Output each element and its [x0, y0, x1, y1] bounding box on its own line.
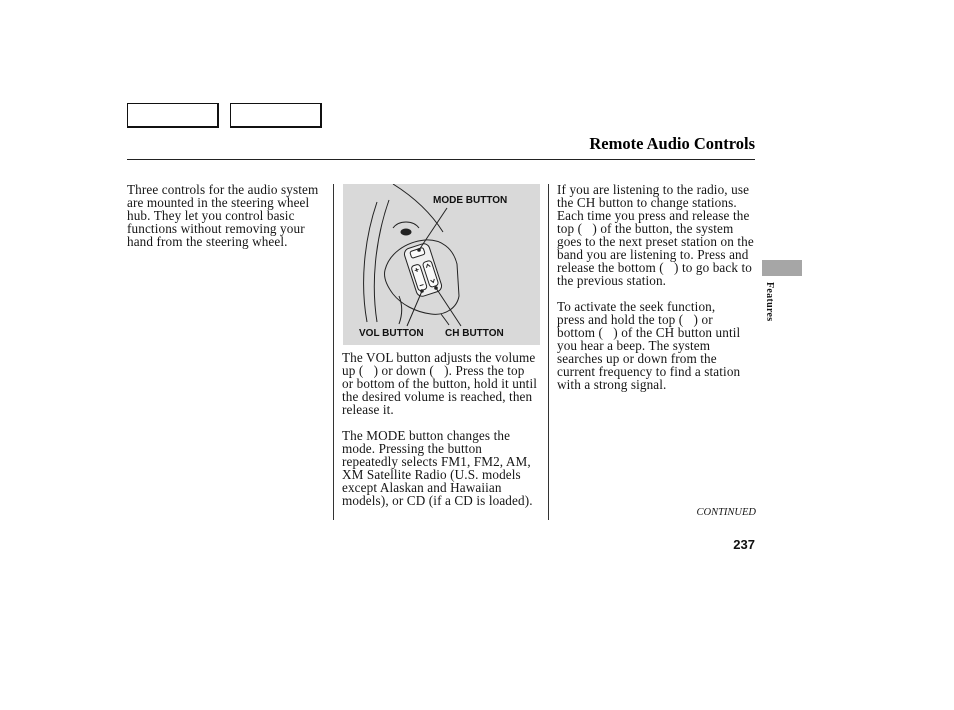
- text-line: To activate the seek function,: [557, 299, 716, 314]
- text-line: except Alaskan and Hawaiian: [342, 480, 502, 495]
- text-line: or bottom of the button, hold it until: [342, 376, 538, 391]
- text-line: are mounted in the steering wheel: [127, 195, 310, 210]
- text-line: hand from the steering wheel.: [127, 234, 288, 249]
- text-line: you hear a beep. The system: [557, 338, 711, 353]
- text-line: functions without removing your: [127, 221, 305, 236]
- text-line: the previous station.: [557, 273, 667, 288]
- section-tab-label: Features: [764, 282, 775, 322]
- page-number: 237: [733, 537, 755, 552]
- text-line: goes to the next preset station on the: [557, 234, 754, 249]
- text-line: XM Satellite Radio (U.S. models: [342, 467, 521, 482]
- nav-button-blank-2[interactable]: [230, 103, 322, 128]
- figure-panel: [343, 184, 540, 345]
- text-line: The MODE button changes the: [342, 428, 511, 443]
- leader-dot-ch: [435, 287, 438, 290]
- ch-button-label: CH BUTTON: [445, 328, 504, 339]
- wheel-rim-inner: [374, 200, 389, 322]
- nav-button-blank-1[interactable]: [127, 103, 219, 128]
- text-line: current frequency to find a station: [557, 364, 741, 379]
- text-line: hub. They let you control basic: [127, 208, 295, 223]
- continued-note: CONTINUED: [696, 507, 756, 518]
- text-line: top ( ) of the button, the system: [557, 221, 734, 236]
- page-title: Remote Audio Controls: [589, 134, 755, 153]
- text-line: the desired volume is reached, then: [342, 389, 533, 404]
- text-line: with a strong signal.: [557, 377, 667, 392]
- text-line: release it.: [342, 402, 394, 417]
- vol-button-label: VOL BUTTON: [359, 328, 424, 339]
- text-line: mode. Pressing the button: [342, 441, 482, 456]
- text-line: the CH button to change stations.: [557, 195, 737, 210]
- horn-icon: [401, 229, 411, 235]
- text-line: bottom ( ) of the CH button until: [557, 325, 741, 340]
- text-line: release the bottom ( ) to go back to: [557, 260, 752, 275]
- intro-paragraph: [127, 183, 318, 248]
- text-line: Each time you press and release the: [557, 208, 750, 223]
- text-line: band you are listening to. Press and: [557, 247, 749, 262]
- column-divider-right: [548, 184, 549, 520]
- mode-button-label: MODE BUTTON: [433, 195, 508, 206]
- leader-dot-mode: [418, 249, 421, 252]
- spoke-lower-edge-right: [441, 314, 449, 325]
- text-line: models), or CD (if a CD is loaded).: [342, 493, 533, 508]
- title-rule: [127, 159, 755, 160]
- leader-dot-vol: [421, 290, 424, 293]
- leader-line-ch: [436, 288, 461, 326]
- text-line: If you are listening to the radio, use: [557, 182, 750, 197]
- text-line: Three controls for the audio system: [127, 182, 319, 197]
- vol-mode-text: [342, 351, 537, 507]
- column-divider-left: [333, 184, 334, 520]
- section-tab: [762, 260, 802, 276]
- steering-wheel-illustration: [343, 184, 540, 345]
- text-line: press and hold the top ( ) or: [557, 312, 713, 327]
- leader-line-vol: [407, 291, 422, 326]
- text-line: searches up or down from the: [557, 351, 717, 366]
- text-line: repeatedly selects FM1, FM2, AM,: [342, 454, 531, 469]
- text-line: The VOL button adjusts the volume: [342, 350, 536, 365]
- text-line: up ( ) or down ( ). Press the top: [342, 363, 525, 378]
- ch-seek-text: [557, 183, 754, 391]
- horn-pad-edge: [393, 222, 419, 228]
